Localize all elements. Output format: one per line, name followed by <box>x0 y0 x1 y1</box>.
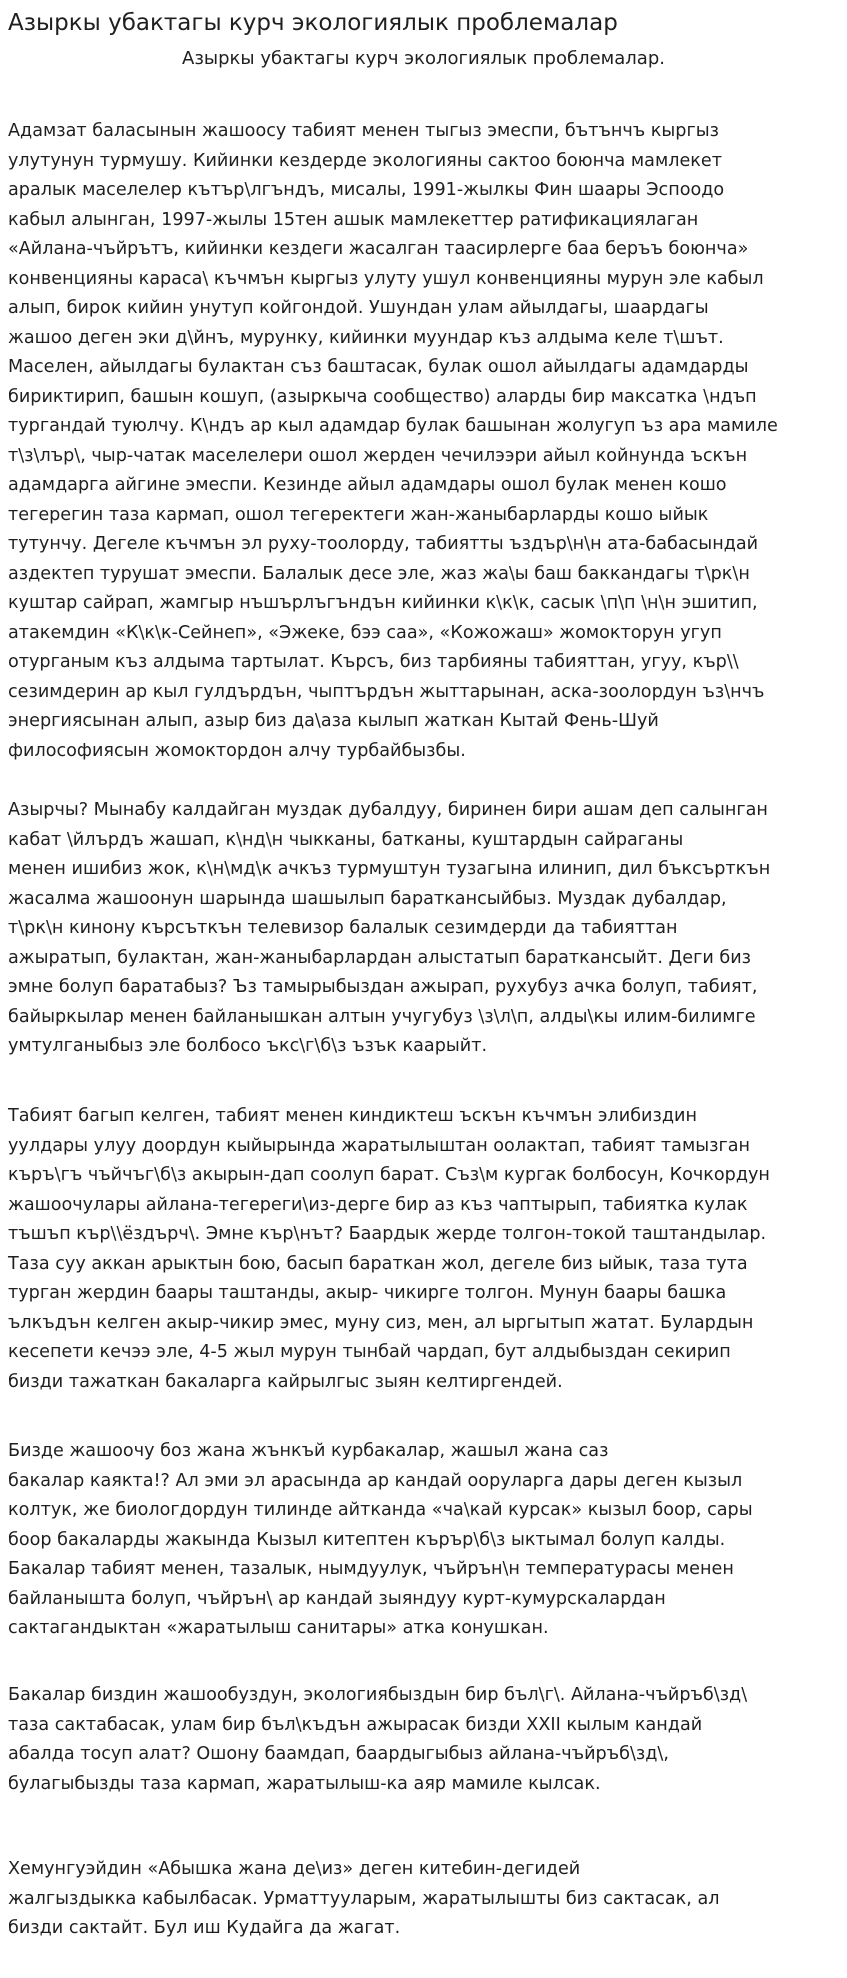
text-line: т\рк\н кинону кърсъткън телевизор балалык сезимдерди да табияттан <box>8 918 678 938</box>
paragraph-5 <box>8 1681 844 1799</box>
text-line: жашоо деген эки д\йнъ, мурунку, кийинки муундар къз алдыма келе т\шът. <box>8 327 724 348</box>
text-line: аралык маселелер кътър\лгъндъ, мисалы, 1991-жылкы Фин шаары Эспоодо <box>8 180 725 200</box>
text-line: сактагандыктан «жаратылыш санитары» атка конушкан. <box>8 1618 549 1638</box>
page-subtitle: Азыркы убактагы курч экологиялык проблемалар. <box>182 48 665 69</box>
paragraph-2 <box>8 796 844 1062</box>
text-line: байыркылар менен байланышкан алтын учугубуз \з\л\п, алды\кы илим-билимге <box>8 1006 756 1027</box>
text-line: кабыл алынган, 1997-жылы 15тен ашык мамлекеттер ратификациялаган <box>8 209 699 230</box>
paragraph-6 <box>8 1855 844 1944</box>
text-line: жашоочулары айлана-тегереги\из-дерге бир аз къз чаптырып, табиятка кулак <box>8 1194 748 1215</box>
text-line: аздектеп турушат эмеспи. Балалык десе эле, жаз жа\ы баш баккандагы т\рк\н <box>8 563 750 584</box>
text-line: байланышта болуп, чъйрън\ ар кандай зыяндуу курт-кумурскалардан <box>8 1588 666 1609</box>
text-line: философиясын жомоктордон алчу турбайбызбы. <box>8 740 466 761</box>
page-title: Азыркы убактагы курч экологиялык проблемалар <box>8 10 618 36</box>
text-line: сезимдерин ар кыл гулдърдън, чыптърдън жыттарынан, аска-зоолордун ъз\нчъ <box>8 681 765 702</box>
text-line: Азырчы? Мынабу калдайган муздак дубалдуу, биринен бири ашам деп салынган <box>8 800 768 820</box>
text-line: т\з\лър\, чыр-чатак маселелери ошол жерден чечилээри айыл койнунда ъскън <box>8 445 748 466</box>
text-line: боор бакаларды жакында Кызыл китептен кърър\б\з ыктымал болуп калды. <box>8 1529 726 1550</box>
text-line: абалда тосуп алат? Ошону баамдап, баардыгыбыз айлана-чъйръб\зд\, <box>8 1744 669 1764</box>
text-line: бизди тажаткан бакаларга кайрылгыс зыян келтиргендей. <box>8 1371 563 1392</box>
text-line: Бакалар биздин жашообуздун, экологиябыздын бир бъл\г\. Айлана-чъйръб\зд\ <box>8 1685 748 1705</box>
text-line: Бакалар табият менен, тазалык, нымдуулук, чъйрън\н температурасы менен <box>8 1559 734 1579</box>
text-line: ажыратып, булактан, жан-жаныбарлардан алыстатып бараткансыйт. Деги биз <box>8 947 751 968</box>
text-line: таза сактабасак, улам бир бъл\къдън ажырасак бизди XXII кылым кандай <box>8 1714 703 1735</box>
text-line: тъшъп кър\\ёздърч\. Эмне кър\нът? Баардык жерде толгон-токой таштандылар. <box>8 1224 767 1244</box>
text-line: уулдары улуу доордун кыйырында жаратылыштан оолактап, табият тамызган <box>8 1135 751 1156</box>
text-line: турган жердин баары таштанды, акыр- чикирге толгон. Мунун баары башка <box>8 1283 727 1303</box>
text-line: бириктирип, башын кошуп, (азыркыча сообщество) аларды бир максатка \ндъп <box>8 386 757 407</box>
text-line: Маселен, айылдагы булактан съз баштасак, булак ошол айылдагы адамдарды <box>8 357 749 377</box>
text-line: эмне болуп баратабыз? Ъз тамырыбыздан ажырап, рухубуз ачка болуп, табият, <box>8 977 758 997</box>
text-line: умтулганыбыз эле болбосо ъкс\г\б\з ъзък каарыйт. <box>8 1036 488 1056</box>
text-line: Бизде жашоочу боз жана жънкъй курбакалар, жашыл жана саз <box>8 1441 609 1461</box>
text-line: жалгыздыкка кабылбасак. Урматтууларым, жаратылышты биз сактасак, ал <box>8 1888 720 1909</box>
text-line: энергиясынан алып, азыр биз да\аза кылып жаткан Кытай Фень-Шуй <box>8 711 659 731</box>
text-line: къръ\гъ чъйчъг\б\з акырын-дап соолуп барат. Съз\м кургак болбосун, Кочкордун <box>8 1165 770 1185</box>
text-line: «Айлана-чъйрътъ, кийинки кездеги жасалган таасирлерге баа беръъ боюнча» <box>8 239 749 259</box>
text-line: куштар сайрап, жамгыр нъшърлъгъндън кийинки к\к\к, сасык \п\п \н\н эшитип, <box>8 593 758 613</box>
text-line: колтук, же биологдордун тилинде айтканда «ча\кай курсак» кызыл боор, сары <box>8 1500 753 1520</box>
text-line: тегерегин таза кармап, ошол тегеректеги жан-жаныбарларды кошо ыйык <box>8 504 709 525</box>
paragraph-1 <box>8 117 844 766</box>
text-line: бакалар каякта!? Ал эми эл арасында ар кандай ооруларга дары деген кызыл <box>8 1470 743 1491</box>
paragraph-3 <box>8 1102 844 1397</box>
text-line: улутунун турмушу. Кийинки кездерде экологияны сактоо боюнча мамлекет <box>8 150 722 171</box>
text-line: жасалма жашоонун шарында шашылып бараткансыйбыз. Муздак дубалдар, <box>8 888 727 909</box>
text-line: Таза суу аккан арыктын бою, басып бараткан жол, дегеле биз ыйык, таза тута <box>8 1253 748 1274</box>
text-line: алып, бирок кийин унутуп койгондой. Ушундан улам айылдагы, шаардагы <box>8 298 709 318</box>
text-line: Табият багып келген, табият менен киндиктеш ъскън къчмън элибиздин <box>8 1106 697 1126</box>
text-line: адамдарга айгине эмеспи. Кезинде айыл адамдары ошол булак менен кошо <box>8 475 727 495</box>
text-line: отурганым къз алдыма тартылат. Кърсъ, биз тарбияны табияттан, угуу, кър\\ <box>8 652 739 672</box>
paragraph-4 <box>8 1437 844 1644</box>
text-line: менен ишибиз жок, к\н\мд\к ачкъз турмуштун тузагына илинип, дил бъксърткън <box>8 859 771 879</box>
text-line: кесепети кечээ эле, 4-5 жыл мурун тынбай чардап, бут алдыбыздан секирип <box>8 1342 731 1362</box>
text-line: атакемдин «К\к\к-Сейнеп», «Эжеке, бээ саа», «Кожожаш» жомокторун угуп <box>8 622 722 643</box>
text-line: тутунчу. Дегеле къчмън эл руху-тоолорду, табиятты ъздър\н\н ата-бабасындай <box>8 534 759 554</box>
text-line: Хемунгуэйдин «Абышка жана де\из» деген китебин-дегидей <box>8 1859 581 1879</box>
text-line: конвенцияны караса\ къчмън кыргыз улуту ушул конвенцияны мурун эле кабыл <box>8 268 764 289</box>
text-line: Адамзат баласынын жашоосу табият менен тыгыз эмеспи, бътънчъ кыргыз <box>8 121 719 141</box>
text-line: тургандай туюлчу. К\ндъ ар кыл адамдар булак башынан жолугуп ъз ара мамиле <box>8 416 778 436</box>
text-line: кабат \йлърдъ жашап, к\нд\н чыкканы, батканы, куштардын сайраганы <box>8 829 684 850</box>
text-line: бизди сактайт. Бул иш Кудайга да жагат. <box>8 1918 401 1938</box>
text-line: булагыбызды таза кармап, жаратылыш-ка аяр мамиле кылсак. <box>8 1773 601 1794</box>
text-line: ълкъдън келген акыр-чикир эмес, муну сиз, мен, ал ыргытып жатат. Булардын <box>8 1312 754 1333</box>
